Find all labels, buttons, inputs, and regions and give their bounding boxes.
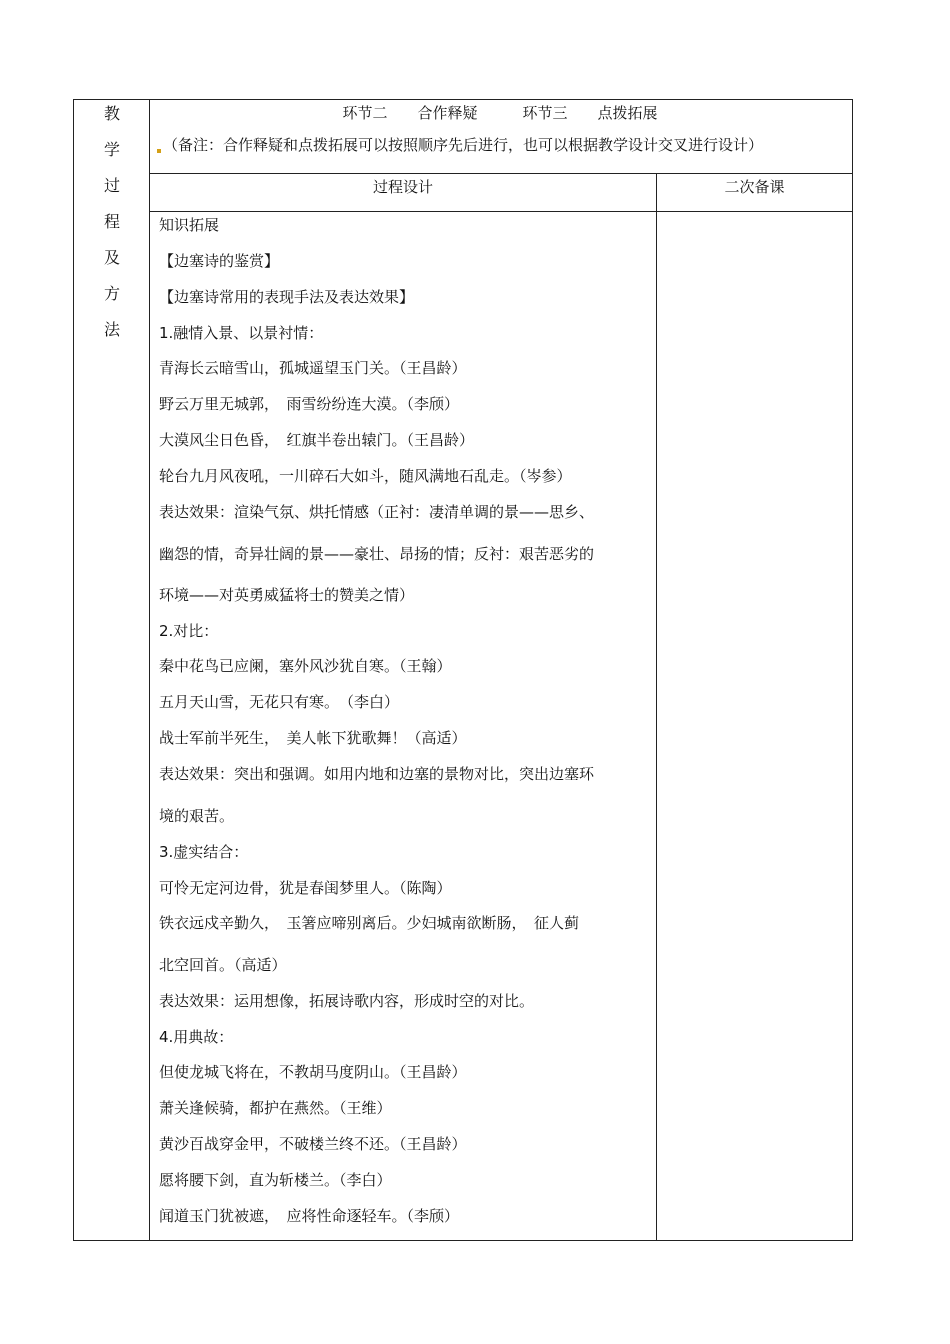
content-line: 秦中花鸟已应阑，塞外风沙犹自寒。（王翰） <box>159 657 452 675</box>
content-line: 野云万里无城郭， 雨雪纷纷连大漠。（李颀） <box>159 395 460 413</box>
content-line: 2.对比： <box>159 622 219 640</box>
content-line: 战士军前半死生， 美人帐下犹歌舞！（高适） <box>159 729 467 747</box>
content-line: 五月天山雪，无花只有寒。 （李白） <box>159 693 400 711</box>
content-line: 黄沙百战穿金甲，不破楼兰终不还。（王昌龄） <box>159 1135 467 1153</box>
table-border-left <box>73 99 74 1241</box>
content-line: 4.用典故： <box>159 1028 234 1046</box>
table-border-right <box>852 99 853 1241</box>
label-column-divider <box>149 99 150 1241</box>
content-line: 青海长云暗雪山，孤城遥望玉门关。（王昌龄） <box>159 359 467 377</box>
column-header-divider <box>149 211 853 212</box>
content-line: 【边塞诗的鉴赏】 <box>159 252 280 270</box>
content-line: 愿将腰下剑，直为斩楼兰。（李白） <box>159 1171 392 1189</box>
secondary-column-divider <box>656 173 657 1241</box>
content-line: 【边塞诗常用的表现手法及表达效果】 <box>159 288 415 306</box>
content-line: 环境——对英勇威猛将士的赞美之情） <box>159 586 415 604</box>
process-design-header: 过程设计 <box>372 178 433 196</box>
side-label-char: 过 <box>103 176 120 195</box>
table-border-top <box>73 99 853 100</box>
content-line: 3.虚实结合： <box>159 843 249 861</box>
side-label-char: 法 <box>103 320 120 339</box>
content-line: 北空回首。（高适） <box>159 956 287 974</box>
content-line: 知识拓展 <box>159 216 220 234</box>
header-row-divider <box>149 173 853 174</box>
side-label-char: 及 <box>103 248 120 267</box>
content-line: 表达效果：渲染气氛、烘托情感（正衬：凄清单调的景——思乡、 <box>159 503 595 521</box>
content-line: 表达效果：突出和强调。如用内地和边塞的景物对比，突出边塞环 <box>159 765 595 783</box>
content-line: 境的艰苦。 <box>159 807 235 825</box>
secondary-prep-header: 二次备课 <box>724 178 785 196</box>
side-label-char: 方 <box>103 284 120 303</box>
design-note: （备注：合作释疑和点拨拓展可以按照顺序先后进行，也可以根据教学设计交叉进行设计） <box>163 136 764 154</box>
content-line: 大漠风尘日色昏， 红旗半卷出辕门。（王昌龄） <box>159 431 475 449</box>
content-line: 闻道玉门犹被遮， 应将性命逐轻车。（李颀） <box>159 1207 460 1225</box>
content-line: 幽怨的情，奇异壮阔的景——豪壮、昂扬的情；反衬：艰苦恶劣的 <box>159 545 595 563</box>
content-line: 但使龙城飞将在，不教胡马度阴山。（王昌龄） <box>159 1063 467 1081</box>
side-label-char: 学 <box>103 140 120 159</box>
table-border-bottom <box>73 1240 853 1241</box>
content-line: 1.融情入景、以景衬情： <box>159 324 324 342</box>
side-label-char: 程 <box>103 212 120 231</box>
content-line: 铁衣远戍辛勤久， 玉箸应啼别离后。少妇城南欲断肠， 征人蓟 <box>159 914 580 932</box>
content-line: 可怜无定河边骨，犹是春闺梦里人。（陈陶） <box>159 879 452 897</box>
highlight-marker <box>157 149 161 153</box>
content-line: 轮台九月风夜吼，一川碎石大如斗，随风满地石乱走。（岑参） <box>159 467 572 485</box>
content-line: 表达效果：运用想像，拓展诗歌内容，形成时空的对比。 <box>159 992 535 1010</box>
side-label-char: 教 <box>103 104 120 123</box>
content-line: 萧关逢候骑，都护在燕然。（王维） <box>159 1099 392 1117</box>
stage-titles: 环节二 合作释疑 环节三 点拨拓展 <box>342 104 658 122</box>
